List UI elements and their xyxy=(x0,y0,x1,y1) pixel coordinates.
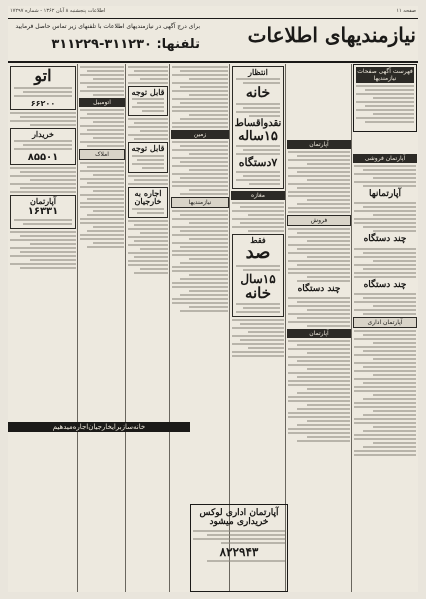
left-ad-2-title: خریدار xyxy=(32,128,54,139)
seven-units-title: ۷دستگاه xyxy=(238,156,278,170)
logo-ad xyxy=(10,66,76,110)
intezar-ad xyxy=(232,66,284,189)
section-shop: مغازه xyxy=(231,191,285,200)
section-units-2: چند دستگاه xyxy=(363,279,407,290)
section-land: زمین xyxy=(171,130,229,139)
sad-title: صد xyxy=(245,242,271,264)
office-promo-sub: خریداری میشود xyxy=(209,517,269,528)
newspaper-page xyxy=(8,6,418,592)
faqat-ad xyxy=(232,234,284,318)
left-ad-2 xyxy=(10,128,76,165)
column-6 xyxy=(77,64,126,592)
intezar-title: انتظار xyxy=(248,67,268,77)
qabl-toje-title-2: قابل توجه xyxy=(131,143,165,154)
house-promo-word: خانه xyxy=(244,283,272,302)
section-office: آپارتمان اداری xyxy=(353,317,417,328)
section-car: اتومبیل xyxy=(79,98,125,107)
section-units-3: چند دستگاه xyxy=(297,284,341,294)
qabl-toje-title: قابل توجه xyxy=(131,87,165,97)
office-promo-phone: ۸۲۲۹۴۳ xyxy=(219,544,259,559)
column-1 xyxy=(351,64,418,592)
masthead-title: نیازمندیهای اطلاعات xyxy=(247,23,416,47)
rent-ad xyxy=(128,187,168,218)
masthead-subtitle: برای درج آگهی در نیازمندیهای اطلاعات با تلفنهای زیر تماس حاصل فرمایید xyxy=(15,23,200,30)
column-7 xyxy=(8,64,78,592)
section-units: چند دستگاه xyxy=(363,234,407,245)
office-promo-title: آپارتمان اداری لوکس xyxy=(199,508,279,518)
left-ad-3-title: آپارتمان xyxy=(30,196,56,207)
qabl-toje-ad xyxy=(128,86,168,116)
index-title: فهرست آگهی صفحات نیازمندیها xyxy=(357,68,413,82)
rent-title: اجاره به xyxy=(134,187,162,198)
column-2 xyxy=(285,64,352,592)
date-line: اطلاعات پنجشنبه ۸ آبان ۱۳۶۲ - شماره ۱۷۲۹۷ xyxy=(10,8,106,14)
masthead xyxy=(8,18,418,63)
qabl-toje-ad-2 xyxy=(128,142,168,172)
fifteen-year-title: ۱۵ساله xyxy=(238,128,278,144)
section-apartments: آپارتمانها xyxy=(369,189,401,199)
section-apartment: آپارتمان xyxy=(287,140,351,149)
masthead-phones: تلفنها: ۳۱۱۲۳۰-۳۱۱۲۲۹ xyxy=(51,37,200,52)
foreigners-title: خارجیان xyxy=(134,196,162,207)
left-phone-2: ۸۵۵۰۱ xyxy=(27,152,59,164)
page-number: صفحه ۱۱ xyxy=(396,8,416,14)
logo-text: اتو xyxy=(34,66,52,85)
section-sale: فروش xyxy=(287,215,351,226)
installments-title: نقدواقساط xyxy=(234,118,282,130)
section-apartment-2: آپارتمان xyxy=(287,329,351,338)
house-promo-years: ۱۵سال xyxy=(240,272,276,287)
left-ad-3 xyxy=(10,195,76,228)
faqat-title: فقط xyxy=(250,234,266,245)
column-5 xyxy=(125,64,170,592)
left-phone-1: ۶۶۲۰۰ xyxy=(30,98,56,108)
section-needed: نیازمندیها xyxy=(171,197,229,208)
index-box xyxy=(353,64,417,132)
section-apartment-sale: آپارتمان فروشی xyxy=(353,154,417,163)
ad-grid xyxy=(8,64,418,592)
section-amlak: املاک xyxy=(79,149,125,160)
house-title: خانه xyxy=(245,85,271,102)
left-phone-3: ۱۶۳۳۱ xyxy=(27,205,59,217)
page-header-line xyxy=(8,8,418,18)
office-promo xyxy=(190,504,288,592)
arrange-banner: خانه‌سازبرایخارجیان‌اجاره‌میدهیم xyxy=(8,422,190,432)
